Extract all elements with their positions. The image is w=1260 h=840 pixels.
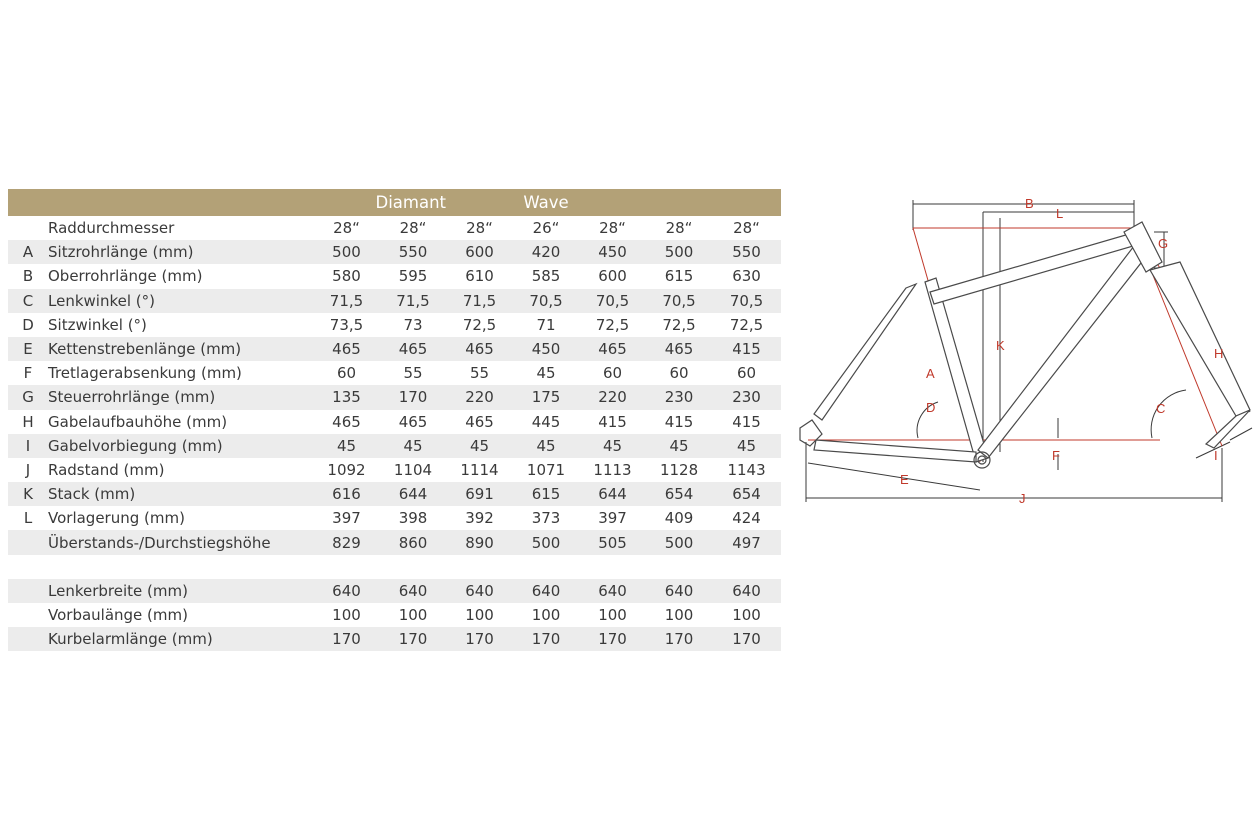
cell: 640 (579, 579, 646, 603)
cell: 70,5 (646, 289, 712, 313)
cell: 500 (646, 530, 712, 554)
diagram-label-f: F (1052, 448, 1060, 463)
table-row (8, 458, 781, 482)
table-row (8, 410, 781, 434)
row-label: Stack (mm) (48, 482, 313, 506)
row-letter: K (8, 482, 48, 506)
group-header-wave: Wave (446, 189, 646, 216)
group-header-diamant: Diamant (313, 189, 446, 216)
cell: 100 (332, 606, 361, 625)
cell: 72,5 (662, 315, 696, 334)
cell: 45 (313, 434, 380, 458)
cell: 829 (313, 530, 380, 554)
cell: 644 (579, 482, 646, 506)
diagram-label-i: I (1214, 448, 1218, 463)
cell: 397 (332, 509, 361, 528)
row-label: Gabelaufbauhöhe (mm) (48, 412, 228, 431)
cell: 220 (446, 385, 513, 409)
cell: 450 (579, 240, 646, 264)
spacer-row (8, 555, 781, 579)
cell: 465 (332, 412, 361, 431)
cell: 1128 (659, 460, 699, 479)
cell: 71,5 (313, 289, 380, 313)
table-row (8, 313, 781, 337)
cell: 170 (513, 627, 579, 651)
cell: 497 (712, 530, 781, 554)
cell: 691 (446, 482, 513, 506)
diagram-label-b: B (1025, 196, 1034, 211)
cell: 60 (669, 364, 689, 383)
row-label: Sitzrohrlänge (mm) (48, 240, 313, 264)
table-row (8, 579, 781, 603)
cell: 465 (579, 337, 646, 361)
cell: 1092 (327, 460, 366, 479)
cell: 615 (513, 482, 579, 506)
cell: 860 (380, 530, 446, 554)
table-row (8, 530, 781, 554)
cell: 100 (732, 606, 761, 625)
cell: 415 (598, 412, 627, 431)
diagram-label-d: D (926, 400, 936, 415)
cell: 415 (664, 412, 694, 431)
row-label: Vorlagerung (mm) (48, 509, 185, 528)
cell: 170 (380, 627, 446, 651)
cell: 465 (446, 337, 513, 361)
diagram-label-a: A (926, 366, 935, 381)
cell: 585 (531, 267, 561, 286)
cell: 55 (469, 364, 490, 383)
cell: 500 (646, 240, 712, 264)
table-row (8, 482, 781, 506)
cell: 630 (732, 267, 761, 286)
cell: 45 (646, 434, 712, 458)
cell: 45 (579, 434, 646, 458)
row-label: Tretlagerabsenkung (mm) (48, 364, 242, 383)
cell: 175 (513, 385, 579, 409)
diagram-label-j: J (1019, 491, 1026, 506)
cell: 640 (712, 579, 781, 603)
cell: 640 (513, 579, 579, 603)
cell: 640 (380, 579, 446, 603)
row-label: Überstands-/Durchstiegshöhe (48, 530, 313, 554)
cell: 610 (465, 267, 494, 286)
row-letter: B (22, 267, 34, 286)
cell: 60 (336, 364, 357, 383)
cell: 45 (446, 434, 513, 458)
cell: 28“ (466, 219, 493, 238)
diagram-label-l: L (1056, 206, 1064, 221)
cell: 420 (513, 240, 579, 264)
table-row (8, 434, 781, 458)
cell: 28“ (599, 219, 626, 238)
geometry-table (8, 189, 781, 651)
row-letter (8, 627, 48, 651)
cell: 70,5 (513, 289, 579, 313)
cell: 170 (712, 627, 781, 651)
diagram-label-k: K (996, 338, 1005, 353)
cell: 616 (313, 482, 380, 506)
cell: 600 (598, 267, 627, 286)
bike-frame-diagram (796, 188, 1256, 518)
row-letter: C (8, 289, 48, 313)
table-row (8, 361, 781, 385)
row-letter: A (8, 240, 48, 264)
cell: 465 (646, 337, 712, 361)
cell: 415 (712, 337, 781, 361)
cell: 465 (313, 337, 380, 361)
cell: 500 (513, 530, 579, 554)
row-label: Steuerrohrlänge (mm) (48, 385, 313, 409)
row-letter (8, 530, 48, 554)
row-label: Vorbaulänge (mm) (48, 606, 188, 625)
cell: 26“ (532, 219, 560, 238)
cell: 28“ (733, 219, 760, 238)
cell: 580 (332, 267, 361, 286)
cell: 465 (465, 412, 494, 431)
row-label: Oberrohrlänge (mm) (48, 267, 203, 286)
cell: 60 (602, 364, 623, 383)
row-letter (8, 603, 48, 627)
cell: 424 (732, 509, 761, 528)
row-label: Raddurchmesser (48, 219, 175, 238)
row-label: Lenkerbreite (mm) (48, 579, 313, 603)
table-row (8, 627, 781, 651)
cell: 409 (664, 509, 694, 528)
cell: 170 (313, 627, 380, 651)
cell: 398 (398, 509, 428, 528)
cell: 73,5 (329, 315, 364, 334)
row-letter: J (25, 460, 31, 479)
table-row (8, 385, 781, 409)
cell: 397 (598, 509, 627, 528)
cell: 28“ (399, 219, 427, 238)
cell: 100 (598, 606, 627, 625)
cell: 71,5 (446, 289, 513, 313)
cell: 55 (403, 364, 423, 383)
cell: 60 (736, 364, 757, 383)
row-label: Kettenstrebenlänge (mm) (48, 337, 313, 361)
diagram-label-c: C (1156, 401, 1166, 416)
cell: 1143 (727, 460, 766, 479)
cell: 373 (531, 509, 561, 528)
cell: 45 (536, 364, 556, 383)
cell: 100 (664, 606, 694, 625)
row-letter: F (23, 364, 33, 383)
row-letter: L (23, 509, 33, 528)
row-letter: E (8, 337, 48, 361)
cell: 595 (398, 267, 428, 286)
row-label: Gabelvorbiegung (mm) (48, 434, 313, 458)
cell: 45 (513, 434, 579, 458)
cell: 28“ (665, 219, 693, 238)
cell: 1071 (526, 460, 566, 479)
diagram-label-h: H (1214, 346, 1224, 361)
cell: 170 (646, 627, 712, 651)
table-row (8, 337, 781, 361)
cell: 170 (446, 627, 513, 651)
row-label: Lenkwinkel (°) (48, 289, 313, 313)
cell: 100 (465, 606, 494, 625)
row-label: Sitzwinkel (°) (48, 315, 147, 334)
cell: 45 (712, 434, 781, 458)
cell: 230 (646, 385, 712, 409)
cell: 415 (732, 412, 761, 431)
diagram-label-g: G (1158, 236, 1169, 251)
cell: 70,5 (712, 289, 781, 313)
cell: 465 (398, 412, 428, 431)
cell: 73 (403, 315, 423, 334)
diagram-label-e: E (900, 472, 909, 487)
cell: 1113 (593, 460, 632, 479)
cell: 72,5 (595, 315, 630, 334)
row-letter (8, 216, 48, 240)
cell: 230 (712, 385, 781, 409)
cell: 640 (646, 579, 712, 603)
cell: 1104 (393, 460, 433, 479)
cell: 644 (380, 482, 446, 506)
cell: 890 (446, 530, 513, 554)
table-row (8, 289, 781, 313)
cell: 600 (446, 240, 513, 264)
table-row (8, 240, 781, 264)
table-row (8, 264, 781, 288)
cell: 71 (536, 315, 556, 334)
row-label: Radstand (mm) (48, 460, 165, 479)
cell: 640 (313, 579, 380, 603)
cell: 505 (579, 530, 646, 554)
cell: 500 (313, 240, 380, 264)
cell: 72,5 (462, 315, 497, 334)
cell: 445 (531, 412, 561, 431)
cell: 45 (380, 434, 446, 458)
cell: 654 (712, 482, 781, 506)
cell: 70,5 (579, 289, 646, 313)
cell: 654 (646, 482, 712, 506)
cell: 71,5 (380, 289, 446, 313)
cell: 72,5 (729, 315, 764, 334)
wheel-size-row (8, 216, 781, 240)
table-header-row (8, 189, 781, 216)
cell: 640 (446, 579, 513, 603)
row-label: Kurbelarmlänge (mm) (48, 627, 313, 651)
cell: 1114 (460, 460, 499, 479)
cell: 100 (398, 606, 428, 625)
row-letter: D (22, 315, 34, 334)
row-letter: G (8, 385, 48, 409)
cell: 220 (579, 385, 646, 409)
cell: 135 (313, 385, 380, 409)
cell: 550 (380, 240, 446, 264)
row-letter: H (22, 412, 34, 431)
cell: 450 (513, 337, 579, 361)
cell: 465 (380, 337, 446, 361)
table-row (8, 603, 781, 627)
cell: 170 (579, 627, 646, 651)
cell: 170 (380, 385, 446, 409)
cell: 392 (465, 509, 494, 528)
cell: 28“ (333, 219, 360, 238)
cell: 100 (531, 606, 561, 625)
cell: 615 (664, 267, 694, 286)
row-letter: I (8, 434, 48, 458)
row-letter (8, 579, 48, 603)
cell: 550 (712, 240, 781, 264)
table-row (8, 506, 781, 530)
